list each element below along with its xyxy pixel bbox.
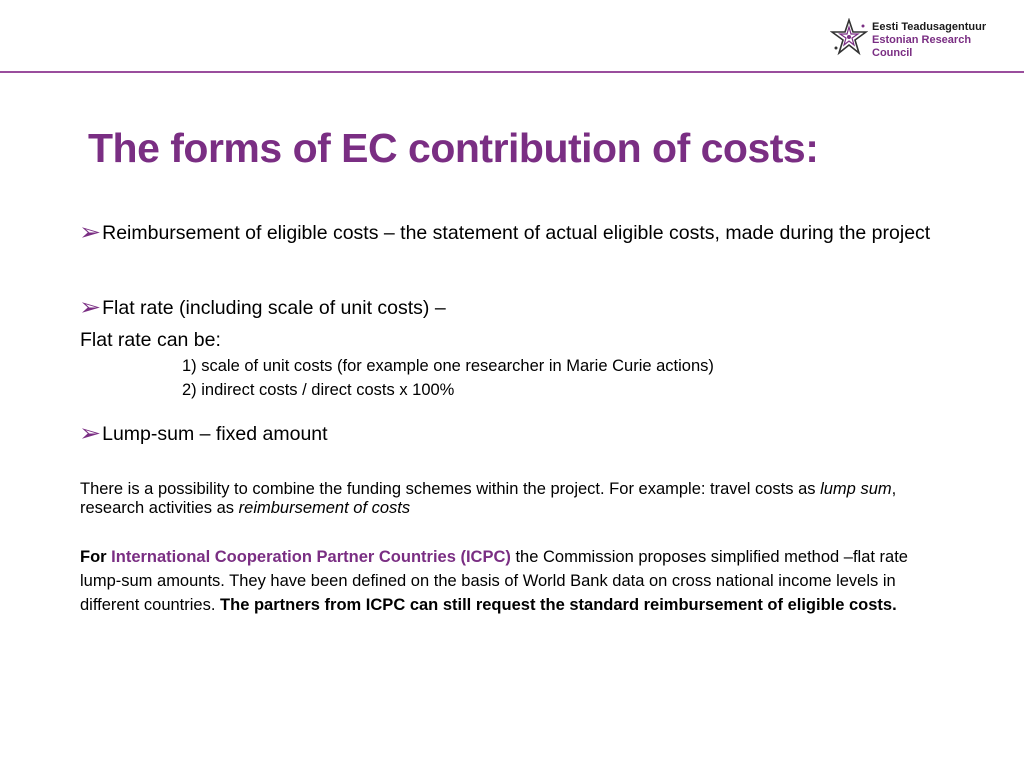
arrowhead-bullet-icon: ➢: [78, 420, 102, 447]
flat-rate-subheading: Flat rate can be:: [80, 329, 221, 351]
icpc-name: International Cooperation Partner Countries (ICPC): [111, 548, 511, 566]
bullet-flat-rate: [78, 294, 940, 321]
research-council-logo: [830, 16, 1010, 58]
icpc-paragraph: [80, 545, 930, 617]
combine-text-2: , research activities as: [80, 480, 897, 517]
icpc-for: For: [80, 548, 112, 566]
logo-name-english: Estonian Research Council: [872, 34, 972, 59]
combine-lump-sum: lump sum: [820, 480, 892, 498]
bullet-lump-sum-text: Lump-sum – fixed amount: [102, 423, 328, 445]
combine-reimbursement: reimbursement of costs: [238, 499, 411, 517]
icpc-bold-note: The partners from ICPC can still request the standard reimbursement of eligible costs.: [220, 596, 897, 614]
research-council-star-logo-icon: [830, 18, 868, 56]
combine-schemes-paragraph: [80, 480, 930, 518]
logo-name-estonian: Eesti Teadusagentuur: [872, 21, 987, 33]
header-divider: [0, 71, 1024, 73]
slide-title: The forms of EC contribution of costs:: [88, 125, 819, 171]
flat-rate-item-1: 1) scale of unit costs (for example one researcher in Marie Curie actions): [182, 357, 714, 375]
bullet-reimbursement: [78, 219, 940, 246]
icpc-text: the Commission proposes simplified method –flat rate lump-sum amounts. They have been defined on the basis of World Bank data on cross national income levels in different countries.: [80, 548, 908, 614]
flat-rate-item-2: 2) indirect costs / direct costs x 100%: [182, 381, 455, 399]
bullet-lump-sum: [78, 420, 940, 447]
bullet-reimbursement-text: Reimbursement of eligible costs – the statement of actual eligible costs, made during the project: [102, 222, 931, 244]
combine-text-1: There is a possibility to combine the funding schemes within the project. For example: travel costs as: [80, 480, 821, 498]
arrowhead-bullet-icon: ➢: [78, 294, 102, 321]
bullet-flat-rate-text: Flat rate (including scale of unit costs) –: [102, 297, 446, 319]
arrowhead-bullet-icon: ➢: [78, 219, 102, 246]
